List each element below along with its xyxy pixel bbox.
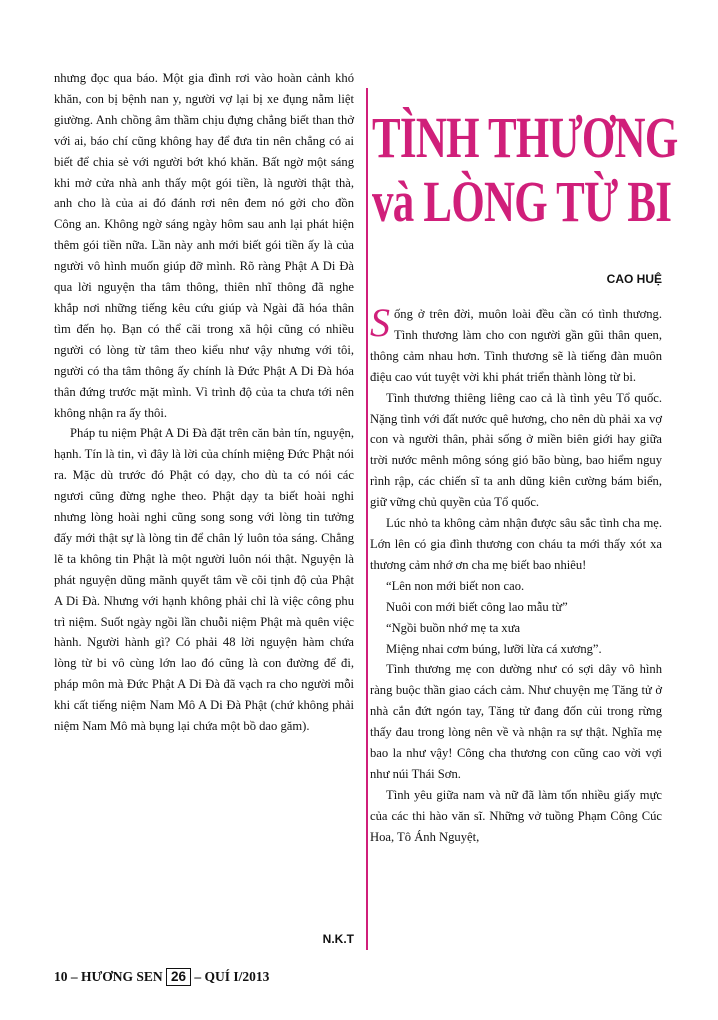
body-paragraph: Pháp tu niệm Phật A Di Đà đặt trên căn bản tín, nguyện, hạnh. Tín là tin, vì đây là lời của chính miệng Đức Phật nói ra. Mặc dù trước đó Phật có dạy, cho dù ta có nói các ngươi cũng đừng nghe theo. Phật dạy ta biết hoài nghi nhưng lòng hoài nghi cũng song song với lòng tin tưởng đấy mới thật sự là lòng tin để chân lý luôn tỏa sáng. Chẳng lẽ ta không tin Phật là một người luôn nói thật. Nguyện là phát nguyện dũng mãnh quyết tâm về cõi tịnh độ của Phật A Di Đà. Nhưng với hạnh không phải chỉ là việc công phu trì niệm. Suốt ngày ngồi lần chuỗi niệm Phật mà quên việc hành. Người hành gì? Có phải 48 lời nguyện hàm chứa lòng từ bi vô cùng lớn lao đó cũng là con đường để đi, pháp môn mà Đức Phật A Di Đà đã vạch ra cho người mỗi khi cất tiếng niệm Nam Mô A Di Đà Phật (chứ không phải niệm Nam Mô mà bụng lại chứa một bồ dao găm).	[54, 426, 354, 734]
lead-text: ống ở trên đời, muôn loài đều cần có tình thương. Tình thương làm cho con người gần gũi thân quen, thông cảm nhau hơn. Tình thương sẽ là tiếng đàn muôn điệu cao vút tuyệt vời khi phát triển thành lòng từ bi.	[370, 307, 662, 384]
body-paragraph: Tình thương mẹ con dường như có sợi dây vô hình ràng buộc thần giao cách cảm. Như chuyện mẹ Tăng tử ở nhà cắn đứt ngón tay, Tăng tử đang đốn củi trong rừng thấy đau trong lòng nên về và nhận ra sự thật. Nghĩa mẹ bao la như vậy! Công cha thương con cũng cao vời vợi như núi Thái Sơn.	[370, 662, 662, 781]
lead-paragraph	[370, 300, 662, 388]
title-line-1: TÌNH THƯƠNG	[372, 105, 678, 170]
page-footer	[54, 968, 269, 986]
author-byline: CAO HUỆ	[606, 272, 662, 286]
left-column	[54, 68, 354, 737]
drop-cap: S	[370, 300, 390, 345]
article-title	[372, 105, 678, 234]
left-signature: N.K.T	[322, 932, 354, 946]
page-number: 10	[54, 969, 68, 984]
verse-line: “Ngồi buồn nhớ mẹ ta xưa	[386, 620, 521, 635]
body-paragraph: Tình yêu giữa nam và nữ đã làm tốn nhiều giấy mực của các thi hào văn sĩ. Những vở tuồng Phạm Công Cúc Hoa, Tô Ánh Nguyệt,	[370, 787, 662, 844]
body-paragraph: Lúc nhỏ ta không cảm nhận được sâu sắc tình cha mẹ. Lớn lên có gia đình thương con cháu ta mới thấy xót xa thương cảm nhớ ơn cha mẹ biết bao nhiêu!	[370, 516, 662, 572]
body-paragraph: nhưng đọc qua báo. Một gia đình rơi vào hoàn cảnh khó khăn, con bị bệnh nan y, người vợ lại bị xe đụng nằm liệt giường. Anh chồng âm thầm chịu đựng chẳng biết than thở với ai, báo chí cũng không hay để đưa tin nên chẳng có ai biết để chia sẻ với người bớt khó khăn. Bất ngờ một sáng khi mở cửa nhà anh thấy một gói tiền, là người thật thà, anh cho là của ai đó đánh rơi nên đem nó gởi cho đồn Công an. Không ngờ sáng ngày hôm sau anh lại phát hiện thêm gói tiền nữa. Lần này anh mới biết gói tiền ấy là của người vô hình muốn giúp đỡ mình. Rõ ràng Phật A Di Đà qua lời nguyện tha tâm thông, thiên nhĩ thông đã nghe khắp nơi những tiếng kêu cứu giúp và Ngài đã hóa thân tìm đến họ. Bạn có thể cãi trong xã hội cũng có nhiều người có lòng từ tâm theo kiểu như vậy nhưng với tôi, người có tha tâm thông ấy chính là Đức Phật A Di Đà hóa thân đứng trước mặt mình. Vì trình độ của ta chưa tới nên không nhận ra ấy thôi.	[54, 71, 354, 420]
verse-line: “Lên non mới biết non cao.	[386, 578, 525, 593]
right-column	[370, 300, 662, 848]
title-line-2: và LÒNG TỪ BI	[372, 169, 672, 234]
verse-line: Miệng nhai cơm búng, lưỡi lừa cá xương”.	[386, 641, 602, 656]
magazine-name: – HƯƠNG SEN	[70, 969, 163, 984]
body-paragraph: Tình thương thiêng liêng cao cả là tình yêu Tổ quốc. Nặng tình với đất nước quê hương, cho nên dù phải xa vợ con và người thân, phải sống ở miền biên giới hay giữa trời nước mênh mông sóng gió bão bùng, bao hiểm nguy rình rập, các chiến sĩ ta anh dũng kiên cường bám biển, giữ vững chủ quyền của Tổ quốc.	[370, 390, 662, 510]
issue-number: 26	[166, 968, 191, 986]
verse-line: Nuôi con mới biết công lao mẫu từ”	[386, 599, 568, 614]
issue-period: – QUÍ I/2013	[194, 969, 270, 984]
column-divider	[366, 88, 368, 950]
